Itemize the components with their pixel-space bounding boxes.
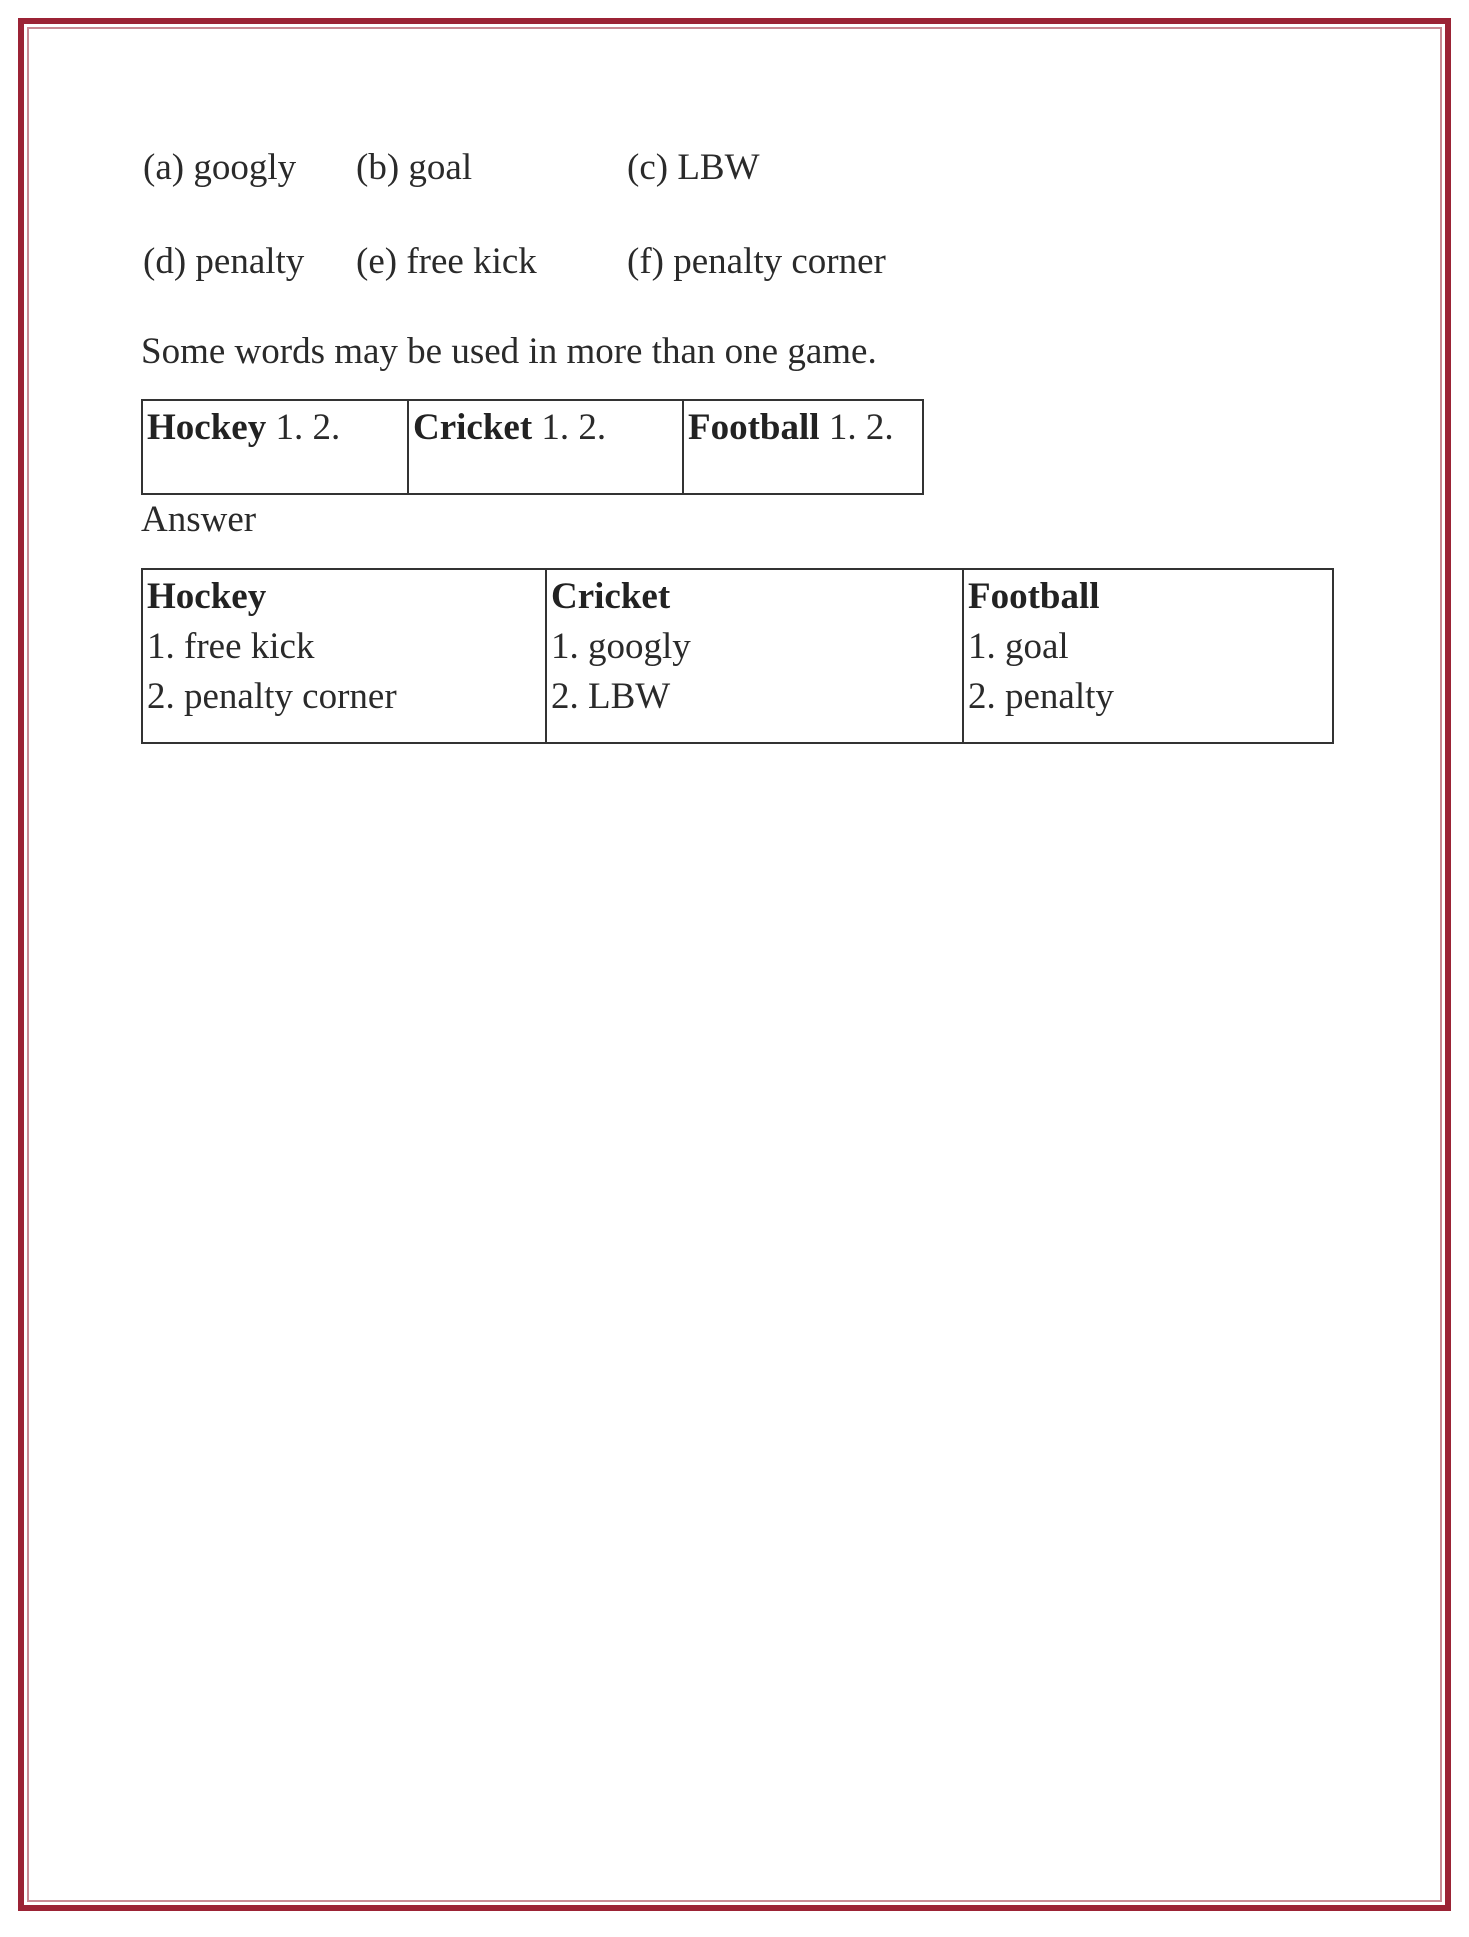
question-table <box>141 399 924 495</box>
answer-cell-hockey: Hockey 1. free kick 2. penalty corner <box>142 569 546 743</box>
option-e: (e) free kick <box>356 241 537 282</box>
option-b: (b) goal <box>356 147 473 188</box>
page-border-inner <box>27 27 1442 1902</box>
answer-table <box>141 568 1334 744</box>
answer-cell-football: Football 1. goal 2. penalty <box>963 569 1333 743</box>
option-a: (a) googly <box>143 147 297 188</box>
question-cell-cricket: Cricket 1. 2. <box>408 400 683 494</box>
answer-label: Answer <box>141 499 257 540</box>
question-cell-football: Football 1. 2. <box>683 400 923 494</box>
question-cell-hockey: Hockey 1. 2. <box>142 400 408 494</box>
option-f: (f) penalty corner <box>627 241 886 282</box>
instruction-note: Some words may be used in more than one game. <box>141 331 877 372</box>
option-c: (c) LBW <box>627 147 760 188</box>
option-d: (d) penalty <box>143 241 305 282</box>
answer-cell-cricket: Cricket 1. googly 2. LBW <box>546 569 963 743</box>
